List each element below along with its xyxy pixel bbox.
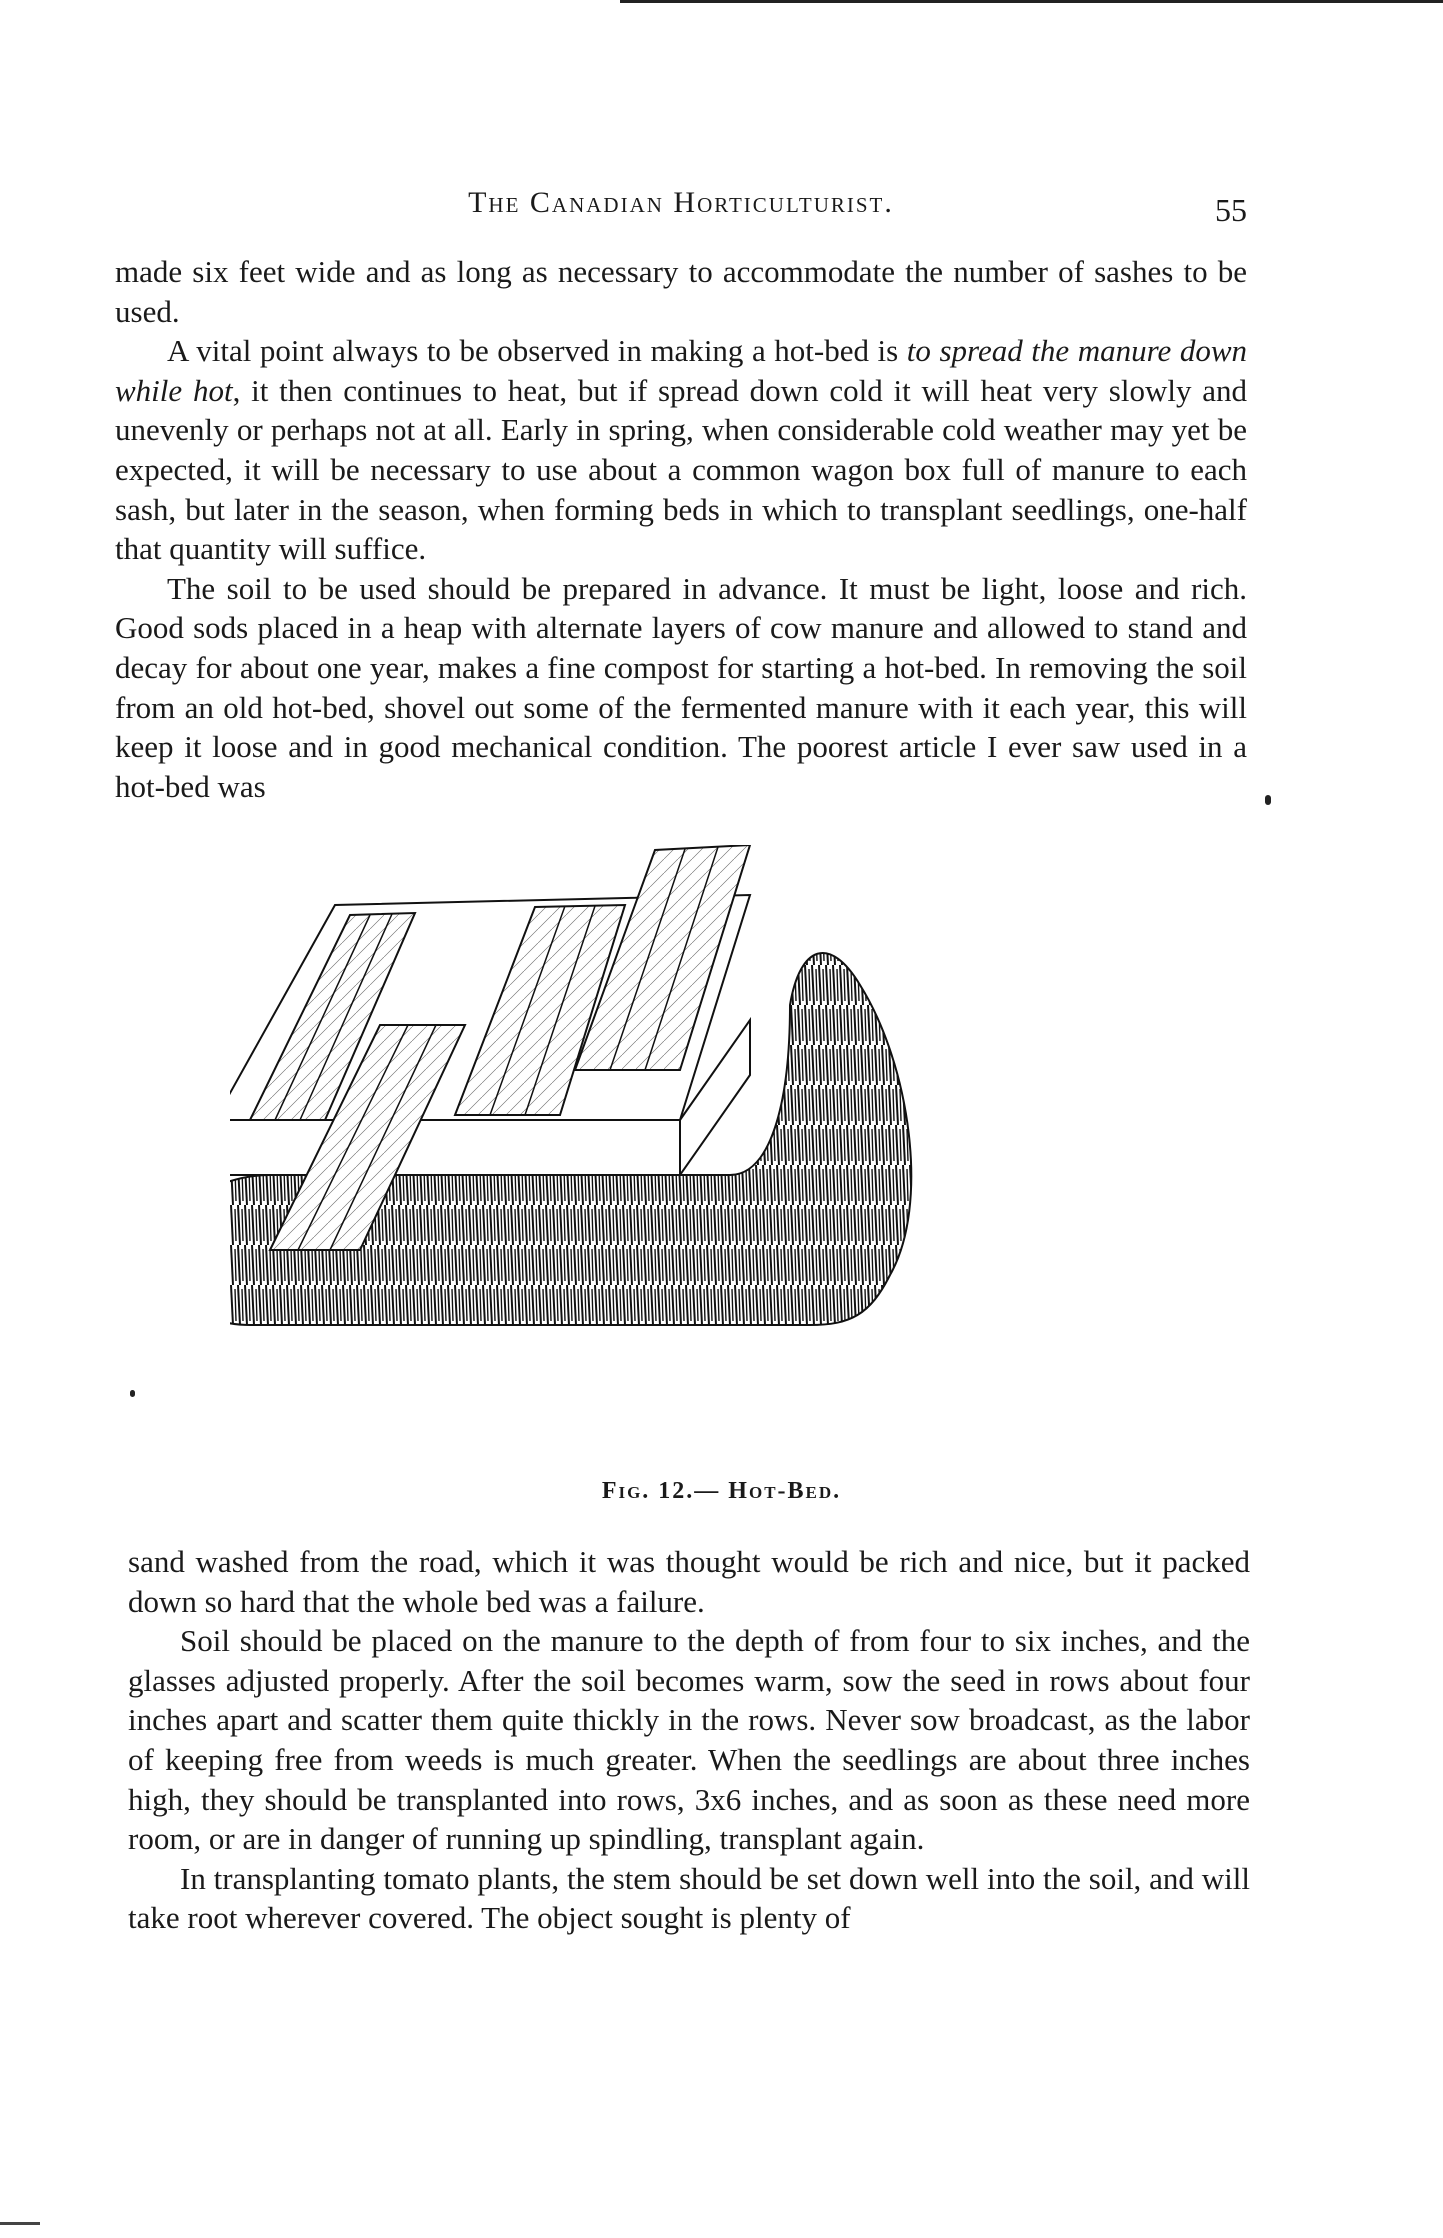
text-run: sand washed from the road, which it was thought would be rich and nice, but it packed down so hard that the whole bed was a failure. (128, 1544, 1250, 1619)
running-title: The Canadian Horticulturist. (468, 186, 894, 219)
text-run: A vital point always to be observed in making a hot-bed is (167, 333, 907, 369)
ink-speck (1265, 795, 1271, 805)
paragraph (115, 569, 1247, 807)
frame-front (230, 1120, 680, 1175)
body-text-top (115, 252, 1247, 806)
top-border-rule (620, 0, 1443, 3)
body-text-bottom (128, 1542, 1250, 1938)
paragraph (115, 252, 1247, 331)
text-run: , it then continues to heat, but if spread down cold it will heat very slowly and unevenly or perhaps not at all. Early in spring, when considerable cold weather may yet be expected, it will be necessary to use about a common wagon box full of manure to each sash, but later in the season, when forming beds in which to transplant seedlings, one-half that quantity will suffice. (115, 372, 1247, 567)
figure-caption: Fig. 12.— Hot-Bed. (601, 1478, 842, 1504)
page-number: 55 (1215, 192, 1247, 228)
text-run: Soil should be placed on the manure to the depth of from four to six inches, and the glasses adjusted properly. After the soil becomes warm, sow the seed in rows about four inches apart and scatter them quite thickly in the rows. Never sow broadcast, as the labor of keeping free from weeds is much greater. When the seedlings are about three inches high, they should be transplanted into rows, 3x6 inches, and as soon as these need more room, or are in danger of running up spindling, transplant again. (128, 1623, 1250, 1857)
hot-bed-drawing (230, 845, 1150, 1475)
paragraph (115, 331, 1247, 569)
ink-speck (130, 1390, 135, 1397)
hot-bed-illustration (230, 845, 1150, 1475)
paragraph (128, 1621, 1250, 1859)
paragraph (128, 1859, 1250, 1938)
text-run: In transplanting tomato plants, the stem should be set down well into the soil, and will take root wherever covered. The object sought is plenty of (128, 1860, 1250, 1936)
page-edge-mark (0, 2222, 40, 2225)
emphasized-text: to spread the manure down while hot (115, 333, 1247, 408)
text-run: made six feet wide and as long as necessary to accommodate the number of sashes to be used. (115, 254, 1247, 329)
text-run: The soil to be used should be prepared in advance. It must be light, loose and rich. Good sods placed in a heap with alternate layers of cow manure and allowed to stand and decay for about one year, makes a fine compost for starting a hot-bed. In removing the soil from an old hot-bed, shovel out some of the fermented manure with it each year, this will keep it loose and in good mechanical condition. The poorest article I ever saw used in a hot-bed was (115, 570, 1247, 804)
paragraph (128, 1542, 1250, 1621)
page-header (115, 186, 1247, 230)
